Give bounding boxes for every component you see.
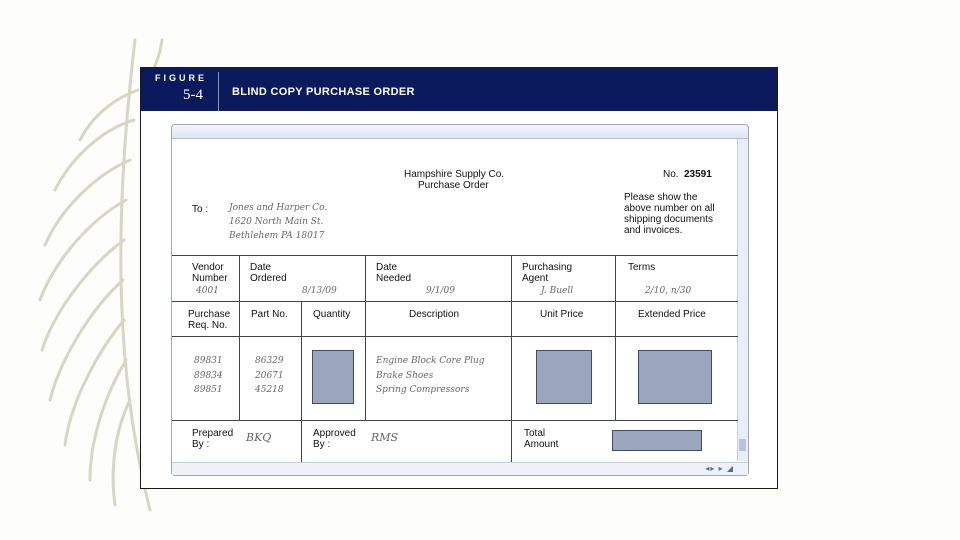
vendor-number-value: 4001 [196,286,219,296]
item-3-desc: Spring Compressors [376,385,470,395]
total-amount-label-1: Total [524,428,546,439]
approved-by-value: RMS [371,431,399,444]
notice-line-4: and invoices. [624,225,683,236]
col-part: Part No. [251,309,288,320]
prepared-by-label-1: Prepared [192,428,234,439]
date-ordered-value: 8/13/09 [302,286,337,296]
agent-header-1: Purchasing [522,262,573,273]
horizontal-scrollbar[interactable] [172,462,748,475]
date-ordered-header-1: Date [250,262,272,273]
date-needed-value: 9/1/09 [426,286,455,296]
date-ordered-header-2: Ordered [250,273,287,284]
agent-value: J. Buell [541,286,574,296]
col-quantity: Quantity [313,309,351,320]
unit-price-blind-box [536,350,592,404]
extended-price-blind-box [638,350,712,404]
rule-v2 [365,255,366,301]
item-2-part: 20671 [255,371,284,381]
item-3-part: 45218 [255,385,284,395]
item-2-req: 89834 [194,371,223,381]
company-name: Hampshire Supply Co. [404,169,505,180]
terms-header: Terms [628,262,656,273]
item-1-req: 89831 [194,356,223,366]
purchase-order-form [172,139,738,461]
date-needed-header-1: Date [376,262,398,273]
figure-title: BLIND COPY PURCHASE ORDER [232,86,415,98]
total-amount-blind-box [612,430,702,451]
approved-by-label-2: By : [313,439,331,450]
rule-v4 [615,255,616,301]
page-nav-arrows-icon[interactable]: ◂▸ ▸ ◢ [705,464,734,473]
col-req-1: Purchase [188,309,231,320]
rule-c1 [239,301,240,421]
rule-v1 [239,255,240,301]
col-description: Description [409,309,460,320]
rule-header-top [172,255,738,256]
date-needed-header-2: Needed [376,273,412,284]
rule-c5 [615,301,616,421]
prepared-by-value: BKQ [246,431,272,444]
figure-number: 5-4 [183,87,203,103]
item-2-desc: Brake Shoes [376,371,434,381]
scrollbar-thumb[interactable] [739,439,746,451]
to-label: To : [192,204,209,215]
document-type: Purchase Order [418,180,489,191]
vertical-scrollbar[interactable] [737,139,748,461]
header-divider [218,72,219,111]
rule-c4 [511,301,512,462]
terms-value: 2/10, n/30 [645,286,692,296]
rule-v3 [511,255,512,301]
agent-header-2: Agent [522,273,549,284]
col-req-2: Req. No. [188,320,228,331]
rule-c2 [301,301,302,462]
notice-line-2: above number on all [624,203,715,214]
total-amount-label-2: Amount [524,439,559,450]
vendor-header-2: Number [192,273,228,284]
quantity-blind-box [312,350,354,404]
po-number: 23591 [684,169,712,180]
rule-c3 [365,301,366,421]
figure-header [141,68,777,111]
approved-by-label-1: Approved [313,428,356,439]
document-window [171,124,749,476]
figure-label: FIGURE [155,73,208,83]
item-3-req: 89851 [194,385,223,395]
rule-columns-bottom [172,336,738,337]
prepared-by-label-2: By : [192,439,210,450]
to-address-line-3: Bethlehem PA 18017 [229,231,325,241]
item-1-desc: Engine Block Core Plug [376,356,485,366]
col-extended-price: Extended Price [638,309,706,320]
notice-line-3: shipping documents [624,214,713,225]
to-address-line-1: Jones and Harper Co. [229,203,328,213]
rule-header-bottom [172,301,738,302]
rule-items-bottom [172,420,738,421]
item-1-part: 86329 [255,356,284,366]
col-unit-price: Unit Price [540,309,584,320]
vendor-header-1: Vendor [192,262,224,273]
window-top-bar [172,125,748,139]
po-number-label: No. [663,169,679,180]
notice-line-1: Please show the [624,192,698,203]
to-address-line-2: 1620 North Main St. [229,217,324,227]
